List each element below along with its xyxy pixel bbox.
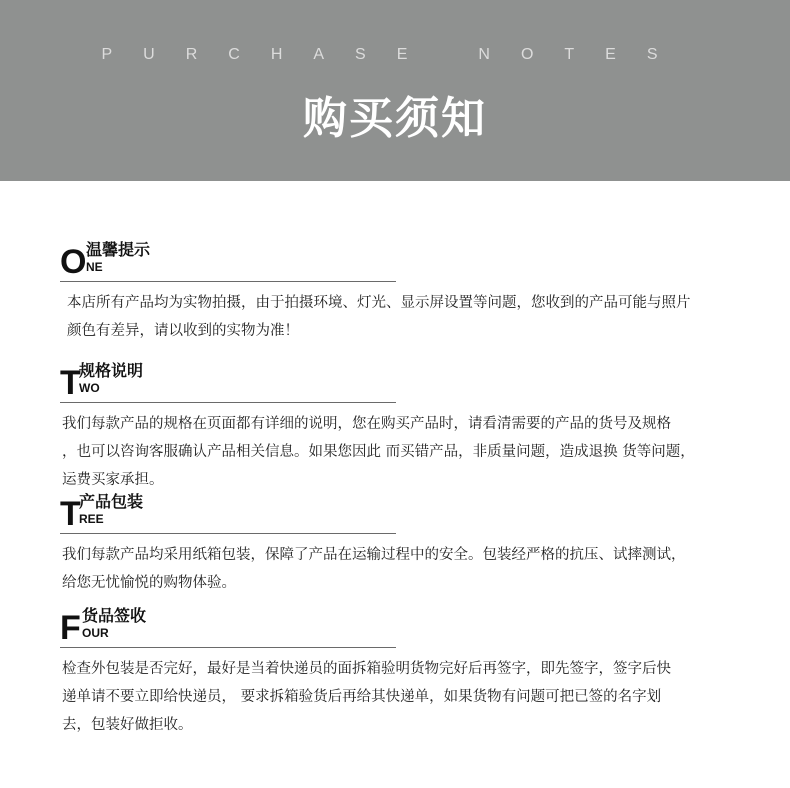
section-number-letters: NE	[86, 260, 103, 274]
section-line: 本店所有产品均为实物拍摄，由于拍摄环境、灯光、显示屏设置等问题，您收到的产品可能与照片	[67, 295, 691, 311]
section-title: 温馨提示	[86, 240, 151, 259]
section-line: 去，包装好做拒收。	[62, 717, 193, 733]
section-number-letters: WO	[79, 381, 100, 395]
section-body	[62, 410, 742, 494]
section-line: 检查外包装是否完好，最好是当着快递员的面拆箱验明货物完好后再签字，即先签字，签字后快	[62, 661, 671, 677]
section-number-letters: OUR	[82, 626, 109, 640]
banner-subtitle-word: PURCHASE	[101, 46, 439, 63]
section-divider	[60, 281, 396, 282]
section-heading	[60, 241, 400, 279]
section-body	[67, 289, 747, 345]
section-line: 给您无忧愉悦的购物体验。	[62, 575, 236, 591]
section-divider	[60, 402, 396, 403]
section-heading	[60, 607, 400, 645]
banner-title: 购买须知	[303, 93, 487, 144]
section-line: 颜色有差异，请以收到的实物为准！	[67, 323, 299, 339]
section-body	[62, 541, 742, 597]
section-line: 我们每款产品均采用纸箱包装，保障了产品在运输过程中的安全。包装经严格的抗压、试摔测试，	[62, 547, 686, 563]
section-number-letters: REE	[79, 512, 104, 526]
section-body	[62, 655, 742, 739]
section-big-letter: T	[60, 495, 81, 533]
purchase-notes-banner	[0, 0, 790, 181]
banner-subtitle	[0, 44, 790, 64]
section-line: 运费买家承担。	[62, 472, 164, 488]
section-big-letter: O	[60, 243, 87, 281]
section-title: 规格说明	[79, 361, 144, 380]
section-line: ，也可以咨询客服确认产品相关信息。如果您因此 而买错产品，非质量问题，造成退换 货等问题，	[62, 444, 695, 460]
banner-subtitle-word: NOTES	[478, 46, 689, 63]
section-heading	[60, 493, 400, 531]
section-big-letter: F	[60, 609, 81, 647]
section-line: 我们每款产品的规格在页面都有详细的说明，您在购买产品时，请看清需要的产品的货号及规格	[62, 416, 671, 432]
section-title: 货品签收	[82, 606, 147, 625]
section-heading	[60, 362, 400, 400]
section-line: 递单请不要立即给快递员， 要求拆箱验货后再给其快递单，如果货物有问题可把已签的名字划	[62, 689, 662, 705]
section-divider	[60, 647, 396, 648]
section-title: 产品包装	[79, 492, 144, 511]
section-big-letter: T	[60, 364, 81, 402]
section-divider	[60, 533, 396, 534]
